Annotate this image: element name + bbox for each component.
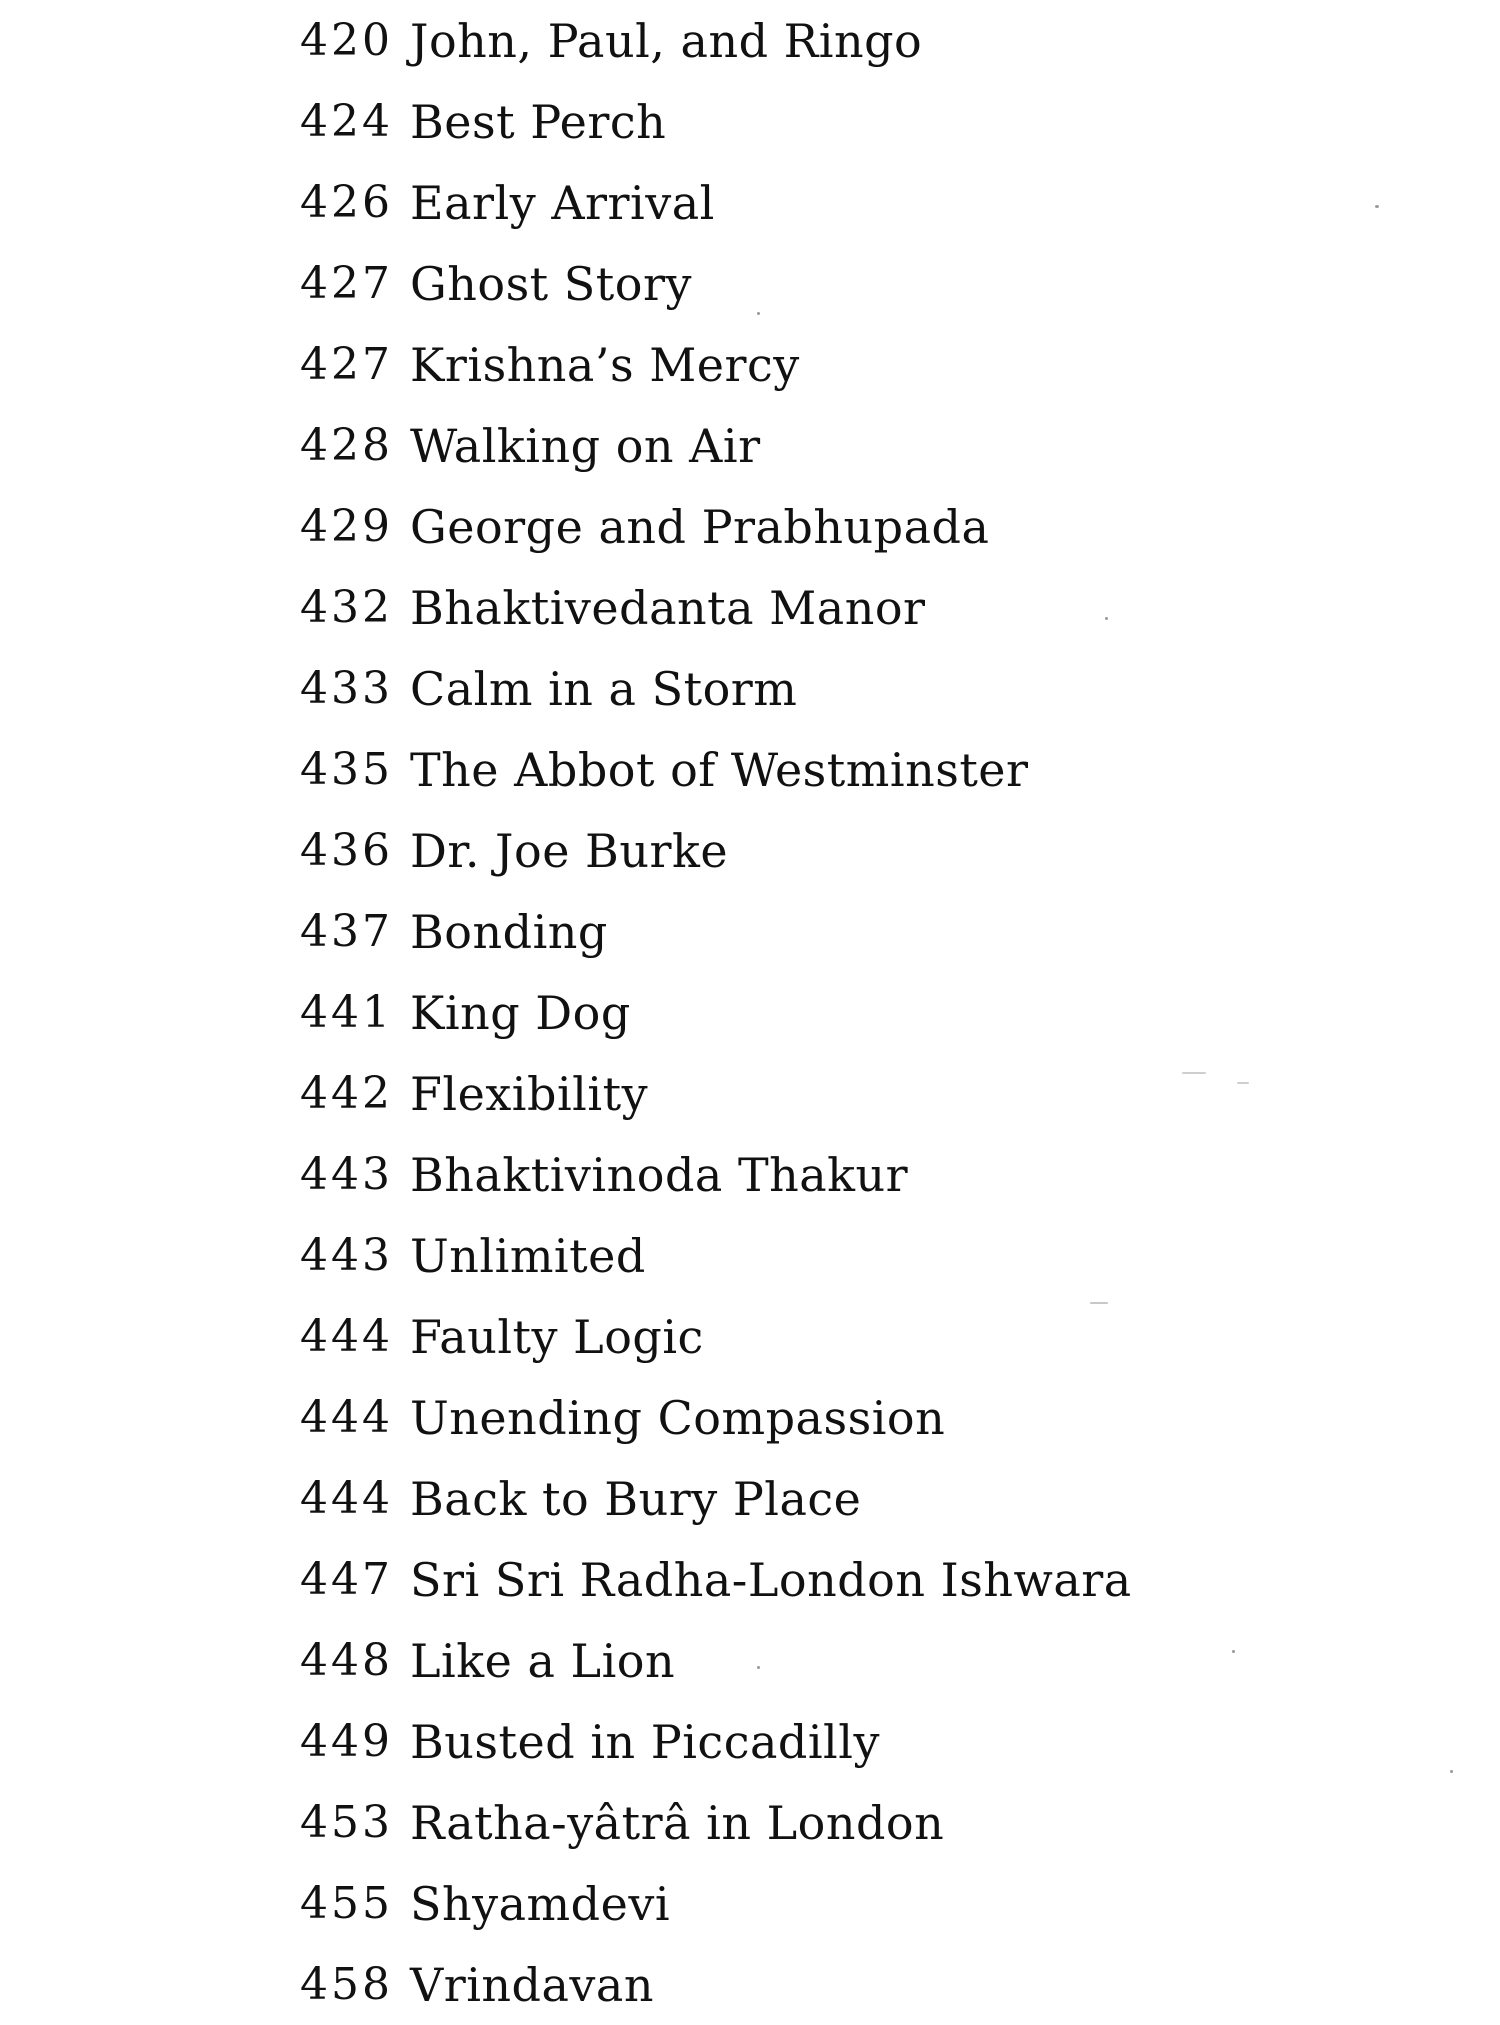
toc-page-number: 427 bbox=[300, 339, 393, 390]
toc-entry bbox=[300, 810, 1200, 891]
toc-entry-title: Busted in Piccadilly bbox=[410, 1714, 880, 1769]
toc-page-number: 441 bbox=[300, 987, 393, 1038]
scan-speck bbox=[1237, 1082, 1249, 1084]
toc-page-number: 458 bbox=[300, 1959, 393, 2010]
toc-entry-title: Unending Compassion bbox=[410, 1390, 946, 1445]
toc-entry bbox=[300, 1296, 1200, 1377]
toc-entry bbox=[300, 1377, 1200, 1458]
toc-page-number: 448 bbox=[300, 1635, 393, 1686]
toc-page-number: 428 bbox=[300, 420, 393, 471]
toc-entry bbox=[300, 1053, 1200, 1134]
toc-page-number: 429 bbox=[300, 501, 393, 552]
toc-entry bbox=[300, 729, 1200, 810]
toc-entry-title: Sri Sri Radha-London Ishwara bbox=[410, 1552, 1132, 1607]
toc-entry-title: John, Paul, and Ringo bbox=[410, 13, 923, 68]
toc-entry bbox=[300, 567, 1200, 648]
toc-page-number: 437 bbox=[300, 906, 393, 957]
toc-entry bbox=[300, 81, 1200, 162]
toc-entry bbox=[300, 324, 1200, 405]
toc-page-number: 432 bbox=[300, 582, 393, 633]
toc-page-number: 444 bbox=[300, 1473, 393, 1524]
toc-entry-title: Krishna’s Mercy bbox=[410, 337, 800, 392]
toc-entry-title: Ghost Story bbox=[410, 256, 692, 311]
toc-entry-title: Flexibility bbox=[410, 1066, 649, 1121]
toc-entry bbox=[300, 1863, 1200, 1944]
toc-entry bbox=[300, 1782, 1200, 1863]
scan-speck bbox=[1450, 1770, 1453, 1773]
toc-entry-title: Calm in a Storm bbox=[410, 661, 798, 716]
toc-entry bbox=[300, 486, 1200, 567]
scan-speck bbox=[1182, 1072, 1206, 1074]
toc-entry-title: Unlimited bbox=[410, 1228, 646, 1283]
toc-page-number: 424 bbox=[300, 96, 393, 147]
toc-entry-title: Ratha-yâtrâ in London bbox=[410, 1795, 945, 1850]
toc-page-number: 443 bbox=[300, 1230, 393, 1281]
toc-entry-title: Back to Bury Place bbox=[410, 1471, 862, 1526]
toc-entry-title: Shyamdevi bbox=[410, 1876, 671, 1931]
toc-entry bbox=[300, 1134, 1200, 1215]
toc-entry-title: Bhaktivedanta Manor bbox=[410, 580, 926, 635]
toc-entry bbox=[300, 1539, 1200, 1620]
toc-entry bbox=[300, 0, 1200, 81]
table-of-contents bbox=[300, 0, 1200, 2025]
toc-entry bbox=[300, 648, 1200, 729]
toc-entry-title: The Abbot of Westminster bbox=[410, 742, 1029, 797]
toc-entry-title: Like a Lion bbox=[410, 1633, 676, 1688]
toc-page-number: 426 bbox=[300, 177, 393, 228]
toc-entry-title: Early Arrival bbox=[410, 175, 715, 230]
toc-page-number: 420 bbox=[300, 15, 393, 66]
toc-page-number: 435 bbox=[300, 744, 393, 795]
toc-entry-title: Vrindavan bbox=[410, 1957, 654, 2012]
toc-entry-title: Best Perch bbox=[410, 94, 667, 149]
toc-entry-title: Bonding bbox=[410, 904, 608, 959]
toc-page-number: 444 bbox=[300, 1311, 393, 1362]
toc-entry-title: Dr. Joe Burke bbox=[410, 823, 729, 878]
toc-entry bbox=[300, 162, 1200, 243]
toc-entry-title: Bhaktivinoda Thakur bbox=[410, 1147, 909, 1202]
toc-page-number: 449 bbox=[300, 1716, 393, 1767]
toc-page-number: 427 bbox=[300, 258, 393, 309]
toc-page-number: 444 bbox=[300, 1392, 393, 1443]
scan-speck bbox=[1232, 1650, 1235, 1653]
toc-entry-title: Faulty Logic bbox=[410, 1309, 704, 1364]
scan-speck bbox=[1090, 1302, 1108, 1304]
toc-page-number: 442 bbox=[300, 1068, 393, 1119]
scan-speck bbox=[757, 1666, 760, 1669]
toc-entry bbox=[300, 1944, 1200, 2025]
toc-entry bbox=[300, 243, 1200, 324]
toc-entry bbox=[300, 1701, 1200, 1782]
toc-entry bbox=[300, 972, 1200, 1053]
toc-entry bbox=[300, 405, 1200, 486]
toc-page-number: 436 bbox=[300, 825, 393, 876]
scan-speck bbox=[1105, 617, 1108, 620]
toc-page-number: 453 bbox=[300, 1797, 393, 1848]
toc-entry-title: Walking on Air bbox=[410, 418, 761, 473]
scan-speck bbox=[1375, 205, 1379, 208]
toc-entry bbox=[300, 891, 1200, 972]
toc-entry bbox=[300, 1215, 1200, 1296]
toc-page-number: 447 bbox=[300, 1554, 393, 1605]
scan-speck bbox=[757, 312, 760, 315]
toc-entry bbox=[300, 1458, 1200, 1539]
toc-entry-title: George and Prabhupada bbox=[410, 499, 990, 554]
toc-entry bbox=[300, 1620, 1200, 1701]
toc-page-number: 443 bbox=[300, 1149, 393, 1200]
toc-entry-title: King Dog bbox=[410, 985, 631, 1040]
toc-page-number: 433 bbox=[300, 663, 393, 714]
toc-page-number: 455 bbox=[300, 1878, 393, 1929]
